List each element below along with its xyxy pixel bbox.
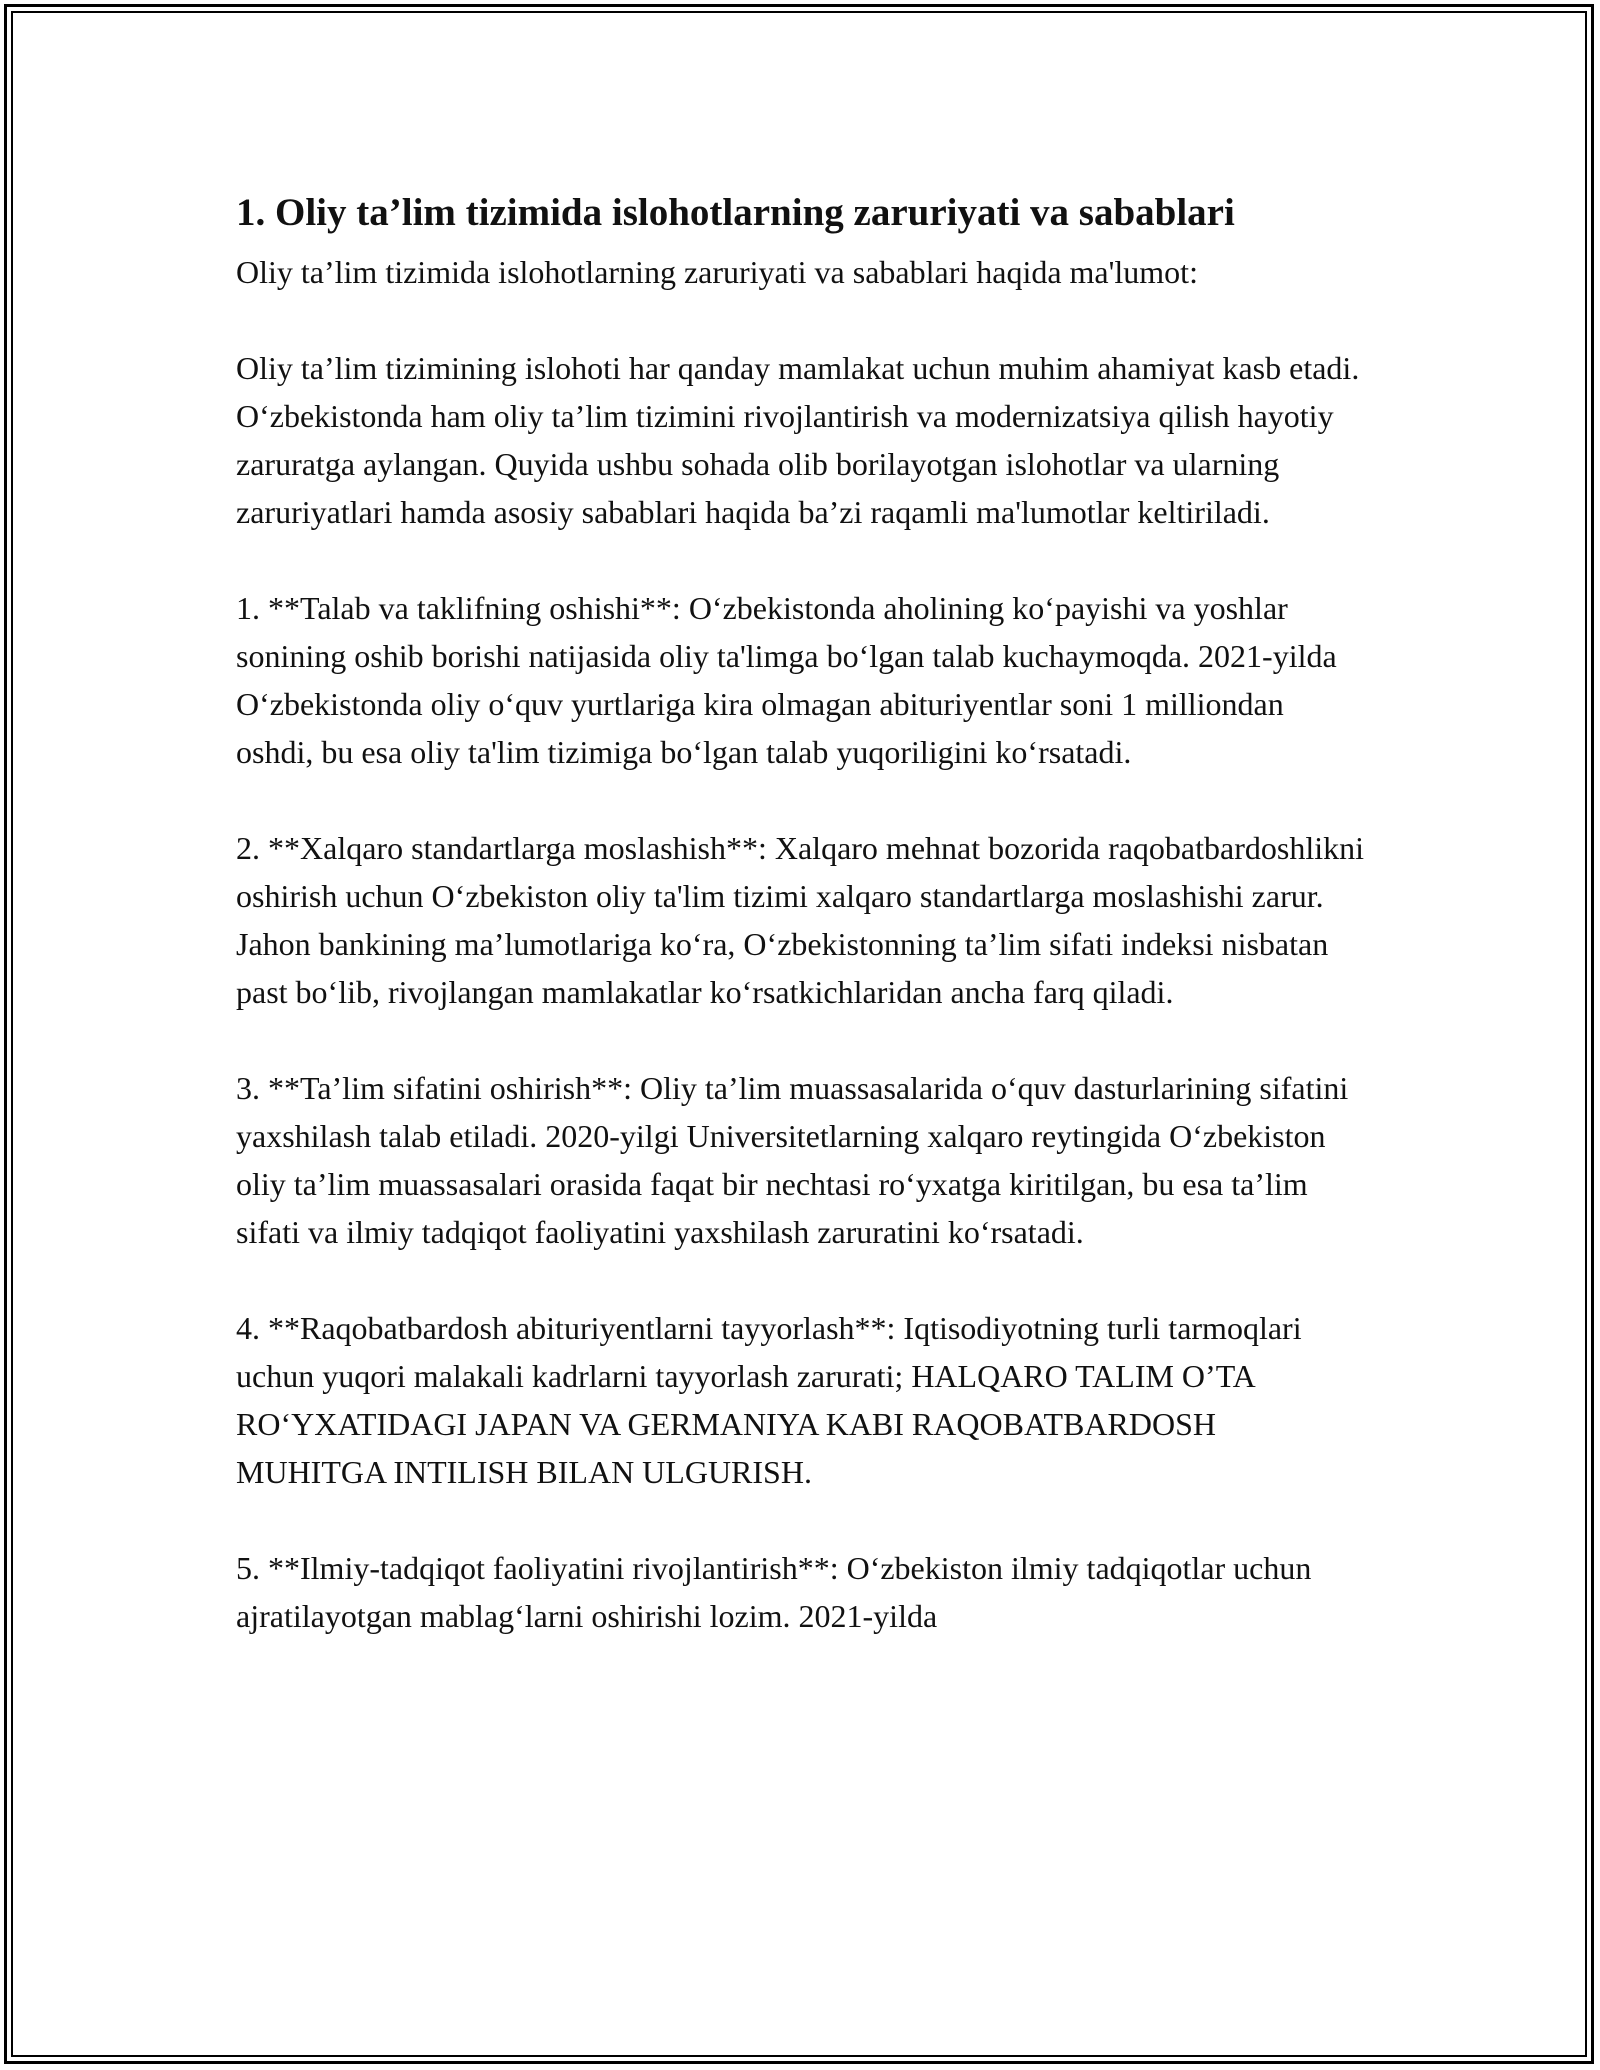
list-item-4: 4. **Raqobatbardosh abituriyentlarni tayyorlash**: Iqtisodiyotning turli tarmoqlari uchun yuqori malakali kadrlarni tayyorlash zarurati; HALQARO TALIM O’TA RO‘YXATIDAGI JAPAN VA GERMANIYA KABI RAQOBATBARDOSH MUHITGA INTILISH BILAN ULGURISH. bbox=[236, 1310, 1302, 1490]
document-body bbox=[236, 186, 1366, 1688]
list-item-5: 5. **Ilmiy-tadqiqot faoliyatini rivojlantirish**: O‘zbekiston ilmiy tadqiqotlar uchun ajratilayotgan mablag‘larni oshirishi lozim. 2021-yilda bbox=[236, 1550, 1312, 1634]
list-item-2: 2. **Xalqaro standartlarga moslashish**: Xalqaro mehnat bozorida raqobatbardoshlikni oshirish uchun O‘zbekiston oliy ta'lim tizimi xalqaro standartlarga moslashishi zarur. Jahon bankining ma’lumotlariga ko‘ra, O‘zbekistonning ta’lim sifati indeksi nisbatan past bo‘lib, rivojlangan mamlakatlar ko‘rsatkichlaridan ancha farq qiladi. bbox=[236, 830, 1364, 1010]
intro-paragraph: Oliy ta’lim tizimida islohotlarning zaruriyati va sabablari haqida ma'lumot: bbox=[236, 254, 1198, 290]
overview-paragraph: Oliy ta’lim tizimining islohoti har qanday mamlakat uchun muhim ahamiyat kasb etadi. O‘zbekistonda ham oliy ta’lim tizimini rivojlantirish va modernizatsiya qilish hayotiy zaruratga aylangan. Quyida ushbu sohada olib borilayotgan islohotlar va ularning zaruriyatlari hamda asosiy sabablari haqida ba’zi raqamli ma'lumotlar keltiriladi. bbox=[236, 350, 1360, 530]
list-item-3: 3. **Ta’lim sifatini oshirish**: Oliy ta’lim muassasalarida o‘quv dasturlarining sifatini yaxshilash talab etiladi. 2020-yilgi Universitetlarning xalqaro reytingida O‘zbekiston oliy ta’lim muassasalari orasida faqat bir nechtasi ro‘yxatga kiritilgan, bu esa ta’lim sifati va ilmiy tadqiqot faoliyatini yaxshilash zaruratini ko‘rsatadi. bbox=[236, 1070, 1349, 1250]
list-item-1: 1. **Talab va taklifning oshishi**: O‘zbekistonda aholining ko‘payishi va yoshlar sonining oshib borishi natijasida oliy ta'limga bo‘lgan talab kuchaymoqda. 2021-yilda O‘zbekistonda oliy o‘quv yurtlariga kira olmagan abituriyentlar soni 1 milliondan oshdi, bu esa oliy ta'lim tizimiga bo‘lgan talab yuqoriligini ko‘rsatadi. bbox=[236, 590, 1337, 770]
document-heading: 1. Oliy ta’lim tizimida islohotlarning zaruriyati va sabablari bbox=[236, 191, 1235, 234]
